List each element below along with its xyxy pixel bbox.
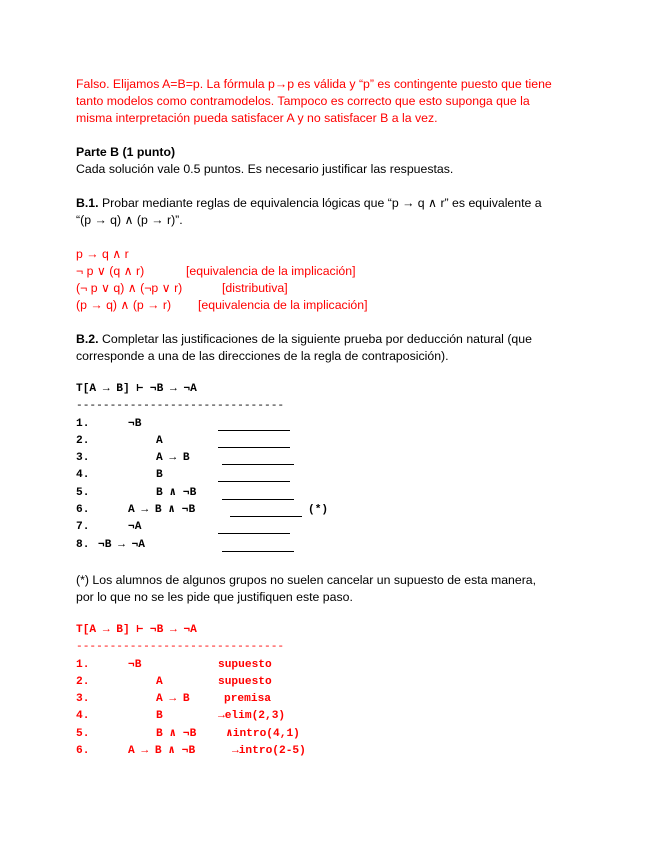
intro-paragraph [76,76,552,127]
solution-line-number: 5. [76,727,90,740]
proof-line-number: 5. [76,486,90,499]
solution-line-justification: ∧intro(4,1) [226,727,300,740]
b1-question [76,195,542,229]
proof-line-expression: ¬A [128,521,142,534]
proof-line [76,450,496,467]
solution-line-expression: ¬B [128,658,142,671]
proof-line [76,519,496,536]
solution-line-justification: →elim(2,3) [218,710,286,723]
proof-line [76,467,496,484]
parte-b-description: Cada solución vale 0.5 puntos. Es necesario justificar las respuestas. [76,162,454,176]
solution-line [76,743,496,760]
proof-line-number: 7. [76,521,90,534]
solution-line [76,708,496,725]
parte-b-title: Parte B (1 punto) [76,145,176,159]
proof-line-number: 1. [76,417,90,430]
intro-line: Falso. Elijamos A=B=p. La fórmula p→p es válida y “p” es contingente puesto que tiene [76,77,552,91]
proof-rule: ------------------------------- [76,400,285,413]
b1-step-expr: (¬ p ∨ q) ∧ (¬p ∨ r) [76,281,183,295]
note-line: por lo que no se les pide que justifiquen este paso. [76,590,353,604]
proof-line-expression: B ∧ ¬B [156,486,197,499]
proof-line [76,433,496,450]
solution-line [76,726,496,743]
b1-solution [76,246,496,314]
proof-line [76,416,496,433]
proof-line-expression: ¬B [128,417,142,430]
proof-line-expression: B [156,469,163,482]
solution-line-number: 1. [76,658,90,671]
solution-line [76,674,496,691]
proof-line-number: 4. [76,469,90,482]
proof-line [76,537,496,554]
parte-b-section [76,144,453,178]
solution-line-justification: premisa [224,693,271,706]
b1-solution-step [76,280,496,297]
b1-step-justification: [equivalencia de la implicación] [198,298,368,312]
solution-line-expression: B [156,710,163,723]
b1-step-expr: (p → q) ∧ (p → r) [76,298,172,312]
b1-text-line: “(p → q) ∧ (p → r)”. [76,213,183,227]
solution-line-number: 6. [76,745,90,758]
solution-line-number: 4. [76,710,90,723]
proof-line-expression: ¬B → ¬A [98,538,145,551]
proof-line-number: 8. [76,538,90,551]
b2-text-line: Completar las justificaciones de la siguiente prueba por deducción natural (que [98,332,532,346]
intro-line: tanto modelos como contramodelos. Tampoco es correcto que esto suponga que la [76,94,530,108]
note-line: (*) Los alumnos de algunos grupos no suelen cancelar un supuesto de esta manera, [76,573,537,587]
proof-line-expression: A [156,434,163,447]
proof-header: T[A → B] ⊢ ¬B → ¬A [76,383,197,395]
b2-solution [76,622,496,760]
b2-text-line: corresponde a una de las direcciones de la regla de contraposición). [76,349,449,363]
solution-header: T[A → B] ⊢ ¬B → ¬A [76,624,197,636]
b1-step-expr: ¬ p ∨ (q ∧ r) [76,264,145,278]
proof-line [76,485,496,502]
solution-line-expression: B ∧ ¬B [156,727,197,740]
proof-line-number: 3. [76,452,90,465]
b1-step-expr: p → q ∧ r [76,247,129,261]
b2-question [76,331,532,365]
intro-line: misma interpretación pueda satisfacer A y no satisfacer B a la vez. [76,111,438,125]
solution-line-justification: supuesto [218,675,272,688]
solution-line-justification: supuesto [218,658,272,671]
solution-line-number: 3. [76,693,90,706]
proof-line-number: 6. [76,504,90,517]
b2-proof [76,381,496,554]
solution-rule: ------------------------------- [76,641,285,654]
b1-solution-step [76,246,496,263]
solution-line-number: 2. [76,675,90,688]
proof-line [76,502,496,519]
proof-line-expression: A → B ∧ ¬B [128,504,196,517]
b1-solution-step [76,297,496,314]
b2-note [76,572,536,606]
solution-line-expression: A [156,675,163,688]
proof-line-expression: A → B [156,452,190,465]
b1-text-line: Probar mediante reglas de equivalencia lógicas que “p → q ∧ r” es equivalente a [98,196,542,210]
solution-line [76,657,496,674]
b1-step-justification: [distributiva] [222,281,288,295]
solution-line-justification: →intro(2-5) [232,745,306,758]
solution-line-expression: A → B [156,693,190,706]
proof-line-number: 2. [76,434,90,447]
solution-line [76,691,496,708]
solution-line-expression: A → B ∧ ¬B [128,745,196,758]
b1-label: B.1. [76,196,99,210]
b1-step-justification: [equivalencia de la implicación] [186,264,356,278]
b1-solution-step [76,263,496,280]
proof-line-mark: (*) [308,504,329,517]
b2-label: B.2. [76,332,99,346]
